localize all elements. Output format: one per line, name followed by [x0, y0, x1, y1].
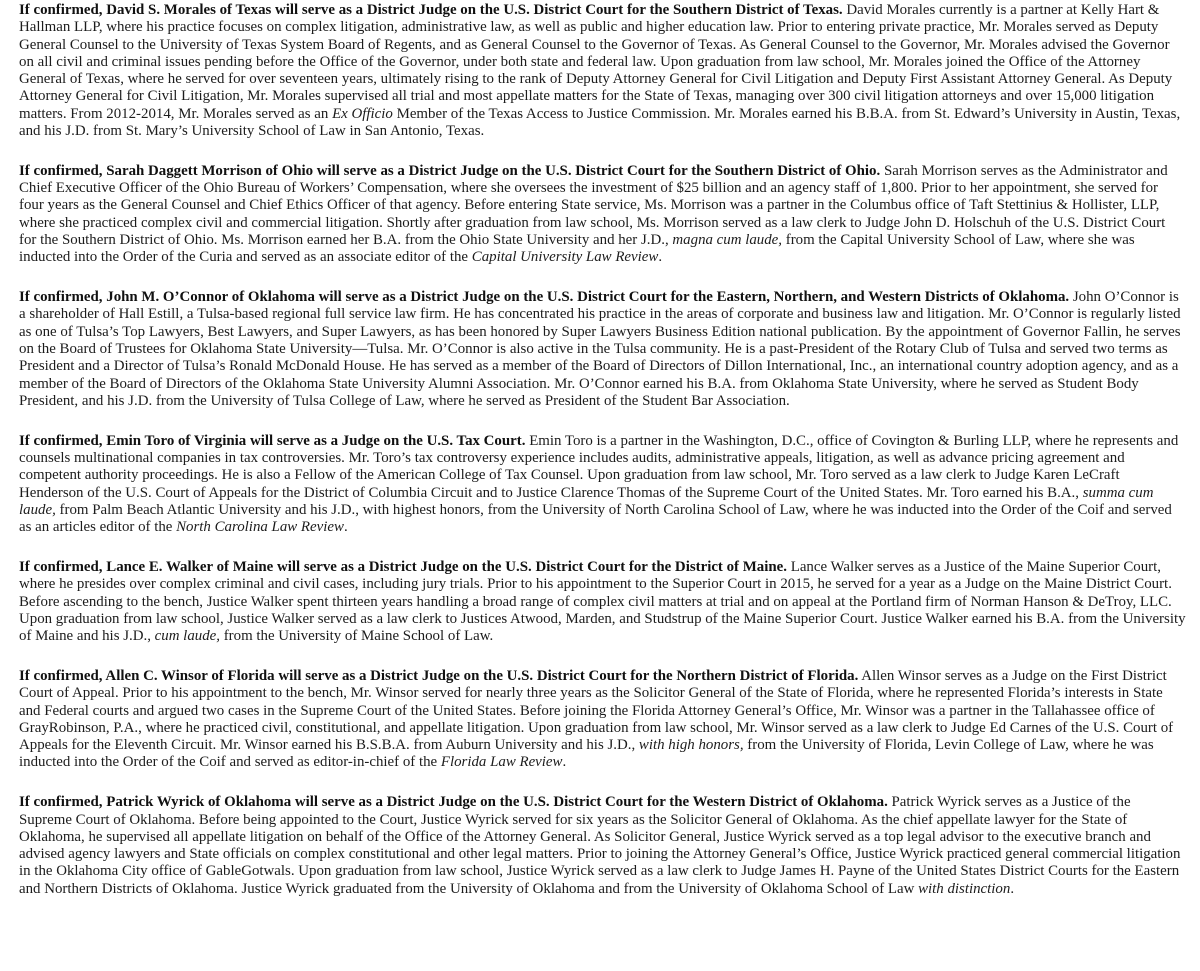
nominee-paragraph-wyrick — [19, 794, 1186, 898]
nominee-paragraph-winsor — [19, 668, 1186, 772]
nominee-paragraph-toro — [19, 433, 1186, 537]
nominee-bio-text: . — [343, 519, 348, 536]
nominee-bio-text: John O’Connor is a shareholder of Hall Estill, a Tulsa-based regional full service law firm. He has concentrated his practice in the areas of corporate and business law and litigation. Mr. O’Connor is regularly listed as one of Tulsa’s Top Lawyers, Best Lawyers, and Super Lawyers, as has been honored by Super Lawyers Business Edition national publication. By the appointment of Governor Fallin, he serves on the Board of Trustees for Oklahoma State University—Tulsa. Mr. O’Connor is also active in the Tulsa community. He is a past-President of the Rotary Club of Tulsa and served two terms as President and a Director of Tulsa’s Ronald McDonald House. He has served as a member of the Board of Directors of Dillon International, Inc., an international country adoption agency, and as a member of the Board of Directors of the Oklahoma State University Alumni Association. Mr. O’Connor earned his B.A. from Oklahoma State University, where he served as Student Body President, and his J.D. from the University of Tulsa College of Law, where he served as President of the Student Bar Association. — [19, 289, 1181, 409]
nominee-bio-text: from Palm Beach Atlantic University and his J.D., with highest honors, from the University of North Carolina School of Law, where he was inducted into the Order of the Coif and served as an articles editor of the — [19, 501, 1172, 536]
nominee-bio-text: Allen Winsor serves as a Judge on the First District Court of Appeal. Prior to his appointment to the bench, Mr. Winsor served for nearly three years as the Solicitor General of the State of Florida, where he represented Florida’s interests in State and Federal courts and argued two cases in the Supreme Court of the United States. Before joining the Florida Attorney General’s Office, Mr. Winsor was a partner in the Tallahassee office of GrayRobinson, P.A., where he practiced civil, constitutional, and appellate litigation. Upon graduation from law school, Mr. Winsor served as a law clerk to Judge Ed Carnes of the U.S. Court of Appeals for the Eleventh Circuit. Mr. Winsor earned his B.S.B.A. from Auburn University and his J.D., — [19, 668, 1174, 754]
nominee-bio-text: David Morales currently is a partner at Kelly Hart & Hallman LLP, where his practice focuses on complex litigation, administrative law, as well as public and higher education law. Prior to entering private practice, Mr. Morales served as Deputy General Counsel to the University of Texas System Board of Regents, and as General Counsel to the Governor of Texas. As General Counsel to the Governor, Mr. Morales advised the Governor on all civil and criminal issues pending before the Office of the Governor, under both state and federal law. Upon graduation from law school, Mr. Morales joined the Office of the Attorney General of Texas, where he served for over seventeen years, ultimately rising to the rank of Deputy Attorney General for Civil Litigation and Deputy First Assistant Attorney General. As Deputy Attorney General for Civil Litigation, Mr. Morales supervised all trial and most appellate matters for the State of Texas, managing over 300 civil litigation attorneys and over 15,000 litigation matters. From 2012-2014, Mr. Morales served as an — [19, 2, 1173, 122]
nominee-bio-text: Lance Walker serves as a Justice of the Maine Superior Court, where he presides over complex criminal and civil cases, including jury trials. Prior to his appointment to the Superior Court in 2015, he served for a year as a Judge on the Maine District Court. Before ascending to the bench, Justice Walker spent thirteen years handling a broad range of complex civil matters at trial and on appeal at the Portland firm of Norman Hanson & DeTroy, LLC. Upon graduation from law school, Justice Walker served as a law clerk to Justices Atwood, Marden, and Studstrup of the Maine Superior Court. Justice Walker earned his B.A. from the University of Maine and his J.D., — [19, 559, 1186, 645]
nominee-bio-italic: with high honors, — [638, 737, 744, 754]
nominee-bio-text: . — [562, 754, 567, 771]
nominee-lead-morrison: If confirmed, Sarah Daggett Morrison of Ohio will serve as a District Judge on the U.S. District Court for the Southern District of Ohio. — [19, 162, 881, 179]
nominee-lead-winsor: If confirmed, Allen C. Winsor of Florida will serve as a District Judge on the U.S. District Court for the Northern District of Florida. — [19, 668, 859, 684]
nominee-bio-italic: North Carolina Law Review — [176, 519, 344, 536]
nominee-paragraph-morales — [19, 2, 1186, 140]
nominee-bio-italic: summa cum laude, — [19, 484, 1154, 518]
nominee-lead-walker: If confirmed, Lance E. Walker of Maine will serve as a District Judge on the U.S. District Court for the District of Maine. — [19, 559, 787, 576]
nominee-bio-text: from the University of Maine School of Law. — [220, 628, 494, 645]
nominee-bio-text: . — [1010, 880, 1015, 897]
nominee-bio-text: Sarah Morrison serves as the Administrator and Chief Executive Officer of the Ohio Bureau of Workers’ Compensation, where she oversees the investment of $25 billion and an agency staff of 1,800. Prior to her appointment, she served for four years as the General Counsel and Chief Ethics Officer of that agency. Before entering State service, Ms. Morrison was a partner in the Columbus office of Taft Stettinius & Hollister, LLP, where she practiced complex civil and commercial litigation. Shortly after graduation from law school, Ms. Morrison served as a law clerk to Judge John D. Holschuh of the U.S. District Court for the Southern District of Ohio. Ms. Morrison earned her B.A. from the Ohio State University and her J.D., — [19, 162, 1168, 249]
nominee-paragraph-walker — [19, 559, 1186, 645]
nominee-bio-text: . — [658, 249, 663, 266]
nominee-bio-italic: Ex Officio — [332, 105, 393, 122]
nominee-bio-text: Emin Toro is a partner in the Washington, D.C., office of Covington & Burling LLP, where he represents and counsels multinational companies in tax controversies. Mr. Toro’s tax controversy experience includes audits, administrative appeals, litigation, as well as advance pricing agreement and competent authority proceedings. He is also a Fellow of the American College of Tax Counsel. Upon graduation from law school, Mr. Toro served as a law clerk to Judge Karen LeCraft Henderson of the U.S. Court of Appeals for the District of Columbia Circuit and to Justice Clarence Thomas of the Supreme Court of the United States. Mr. Toro earned his B.A., — [19, 432, 1179, 501]
nominee-lead-toro: If confirmed, Emin Toro of Virginia will serve as a Judge on the U.S. Tax Court. — [19, 432, 526, 449]
nominee-bio-italic: Florida Law Review — [440, 754, 563, 771]
nominee-lead-wyrick: If confirmed, Patrick Wyrick of Oklahoma will serve as a District Judge on the U.S. District Court for the Western District of Oklahoma. — [19, 794, 888, 811]
nominee-bio-italic: magna cum laude, — [672, 232, 783, 249]
nominee-bio-italic: Capital University Law Review — [471, 249, 659, 266]
nominee-bio-text: Member of the Texas Access to Justice Commission. Mr. Morales earned his B.B.A. from St. Edward’s University in Austin, Texas, and his J.D. from St. Mary’s University School of Law in San Antonio, Texas. — [19, 105, 1181, 140]
nominee-lead-oconnor: If confirmed, John M. O’Connor of Oklahoma will serve as a District Judge on the U.S. District Court for the Eastern, Northern, and Western Districts of Oklahoma. — [19, 289, 1070, 306]
nominee-bio-text: from the Capital University School of Law, where she was inducted into the Order of the Curia and served as an associate editor of the — [19, 232, 1135, 266]
nominee-bio-italic: with distinction — [918, 880, 1011, 897]
nominee-lead-morales: If confirmed, David S. Morales of Texas will serve as a District Judge on the U.S. District Court for the Southern District of Texas. — [19, 2, 843, 18]
nominee-bio-text: from the University of Florida, Levin College of Law, where he was inducted into the Order of the Coif and served as editor-in-chief of the — [19, 737, 1154, 771]
nominee-paragraph-morrison — [19, 163, 1186, 267]
nominee-paragraph-oconnor — [19, 289, 1186, 410]
nominee-bio-text: Patrick Wyrick serves as a Justice of the Supreme Court of Oklahoma. Before being appointed to the Court, Justice Wyrick served for six years as the Solicitor General of Oklahoma. As the chief appellate lawyer for the State of Oklahoma, he supervised all appellate litigation on behalf of the Office of the Attorney General. As Solicitor General, Justice Wyrick served as a top legal advisor to the executive branch and advised agency lawyers and State officials on complex constitutional and other legal matters. Prior to joining the Attorney General’s Office, Justice Wyrick practiced general commercial litigation in the Oklahoma City office of GableGotwals. Upon graduation from law school, Justice Wyrick served as a law clerk to Judge James H. Payne of the United States District Courts for the Eastern and Northern Districts of Oklahoma. Justice Wyrick graduated from the University of Oklahoma and from the University of Oklahoma School of Law — [19, 794, 1181, 897]
nominee-bio-italic: cum laude, — [154, 628, 220, 645]
